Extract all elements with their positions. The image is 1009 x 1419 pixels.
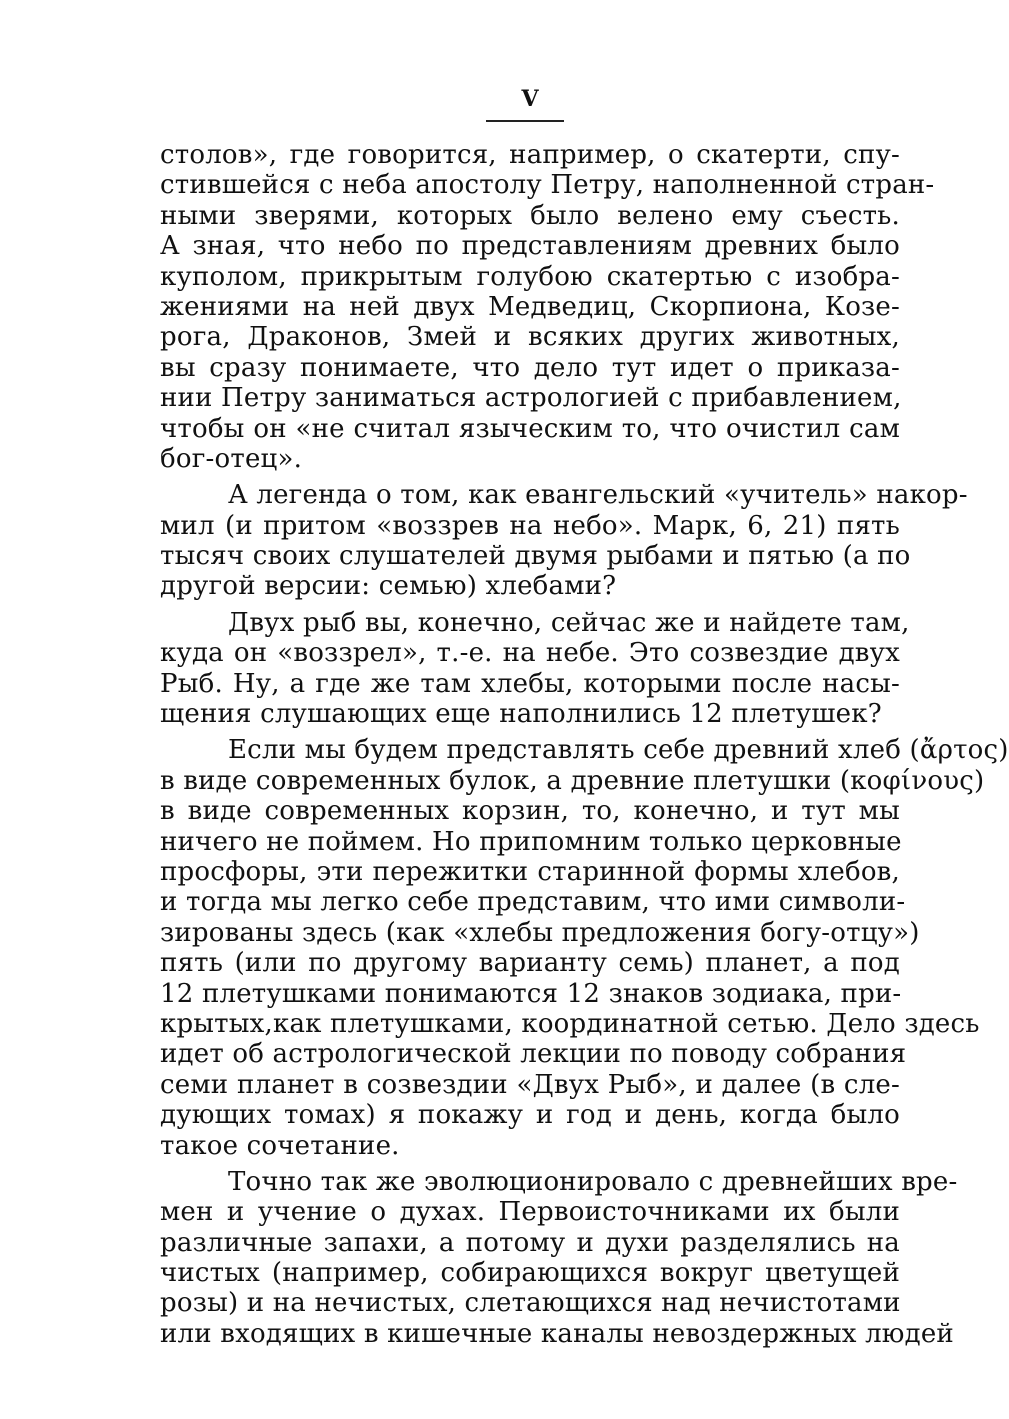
text-line: просфоры, эти пережитки старинной формы хлебов, bbox=[160, 856, 900, 887]
text-line: мен и учение о духах. Первоисточниками их были bbox=[160, 1197, 900, 1228]
text-line: дующих томах) я покажу и год и день, когда было bbox=[160, 1100, 900, 1131]
text-line: розы) и на нечистых, слетающихся над нечистотами bbox=[160, 1288, 901, 1319]
text-line: бог-отец». bbox=[160, 443, 303, 474]
text-line: Точно так же эволюционировало с древнейших вре- bbox=[228, 1166, 958, 1197]
text-line: идет об астрологической лекции по поводу собрания bbox=[160, 1039, 907, 1070]
text-line: пять (или по другому варианту семь) планет, а под bbox=[160, 948, 900, 979]
text-line: чтобы он «не считал языческим то, что очистил сам bbox=[160, 413, 900, 444]
text-line: чистых (например, собирающихся вокруг цветущей bbox=[160, 1258, 900, 1289]
text-line: куполом, прикрытым голубою скатертью с изобра- bbox=[160, 261, 900, 292]
text-line: в виде современных булок, а древние плетушки (κοφίνους) bbox=[160, 765, 985, 796]
text-line: ными зверями, которых было велено ему съесть. bbox=[160, 200, 900, 231]
text-line: и тогда мы легко себе представим, что ими символи- bbox=[160, 887, 906, 918]
text-line: нии Петру заниматься астрологией с прибавлением, bbox=[160, 383, 902, 414]
text-line: такое сочетание. bbox=[160, 1130, 400, 1161]
paragraph bbox=[160, 140, 935, 474]
text-line: рога, Драконов, Змей и всяких других животных, bbox=[160, 322, 900, 353]
text-line: щения слушающих еще наполнились 12 плетушек? bbox=[160, 699, 882, 730]
text-line: семи планет в созвездии «Двух Рыб», и далее (в сле- bbox=[160, 1069, 900, 1100]
text-line: вы сразу понимаете, что дело тут идет о приказа- bbox=[160, 352, 900, 383]
header-rule bbox=[486, 120, 564, 122]
text-line: А зная, что небо по представлениям древних было bbox=[160, 231, 900, 262]
text-line: тысяч своих слушателей двумя рыбами и пятью (а по bbox=[160, 541, 911, 572]
paragraph bbox=[160, 1166, 958, 1349]
text-line: ничего не поймем. Но припомним только церковные bbox=[160, 826, 902, 857]
text-line: зированы здесь (как «хлебы предложения богу-отцу») bbox=[160, 917, 920, 948]
text-line: мил (и притом «воззрев на небо». Марк, 6, 21) пять bbox=[160, 510, 900, 541]
page-number: V bbox=[521, 86, 539, 112]
text-line: Рыб. Ну, а где же там хлебы, которыми после насы- bbox=[160, 668, 900, 699]
text-line: столов», где говорится, например, о скатерти, спу- bbox=[160, 140, 900, 170]
paragraph bbox=[160, 480, 968, 602]
text-line: 12 плетушками понимаются 12 знаков зодиака, при- bbox=[160, 978, 902, 1009]
text-line: в виде современных корзин, то, конечно, и тут мы bbox=[160, 796, 900, 827]
text-line: стившейся с неба апостолу Петру, наполненной стран- bbox=[160, 170, 935, 201]
paragraph bbox=[160, 607, 910, 730]
text-line: другой версии: семью) хлебами? bbox=[160, 571, 617, 602]
text-line: А легенда о том, как евангельский «учитель» накор- bbox=[228, 480, 968, 511]
text-line: или входящих в кишечные каналы невоздержных людей bbox=[160, 1318, 954, 1349]
body-text bbox=[160, 140, 1009, 1349]
text-line: куда он «воззрел», т.-е. на небе. Это созвездие двух bbox=[160, 638, 900, 669]
text-line: жениями на ней двух Медведиц, Скорпиона, Козе- bbox=[160, 291, 900, 322]
text-line: Двух рыб вы, конечно, сейчас же и найдете там, bbox=[228, 607, 910, 638]
text-line: различные запахи, а потому и духи разделялись на bbox=[160, 1227, 900, 1258]
text-line: Если мы будем представлять себе древний хлеб (ἄρτος) bbox=[228, 735, 1009, 766]
text-line: крытых,как плетушками, координатной сетью. Дело здесь bbox=[160, 1008, 980, 1039]
paragraph bbox=[160, 735, 1009, 1161]
